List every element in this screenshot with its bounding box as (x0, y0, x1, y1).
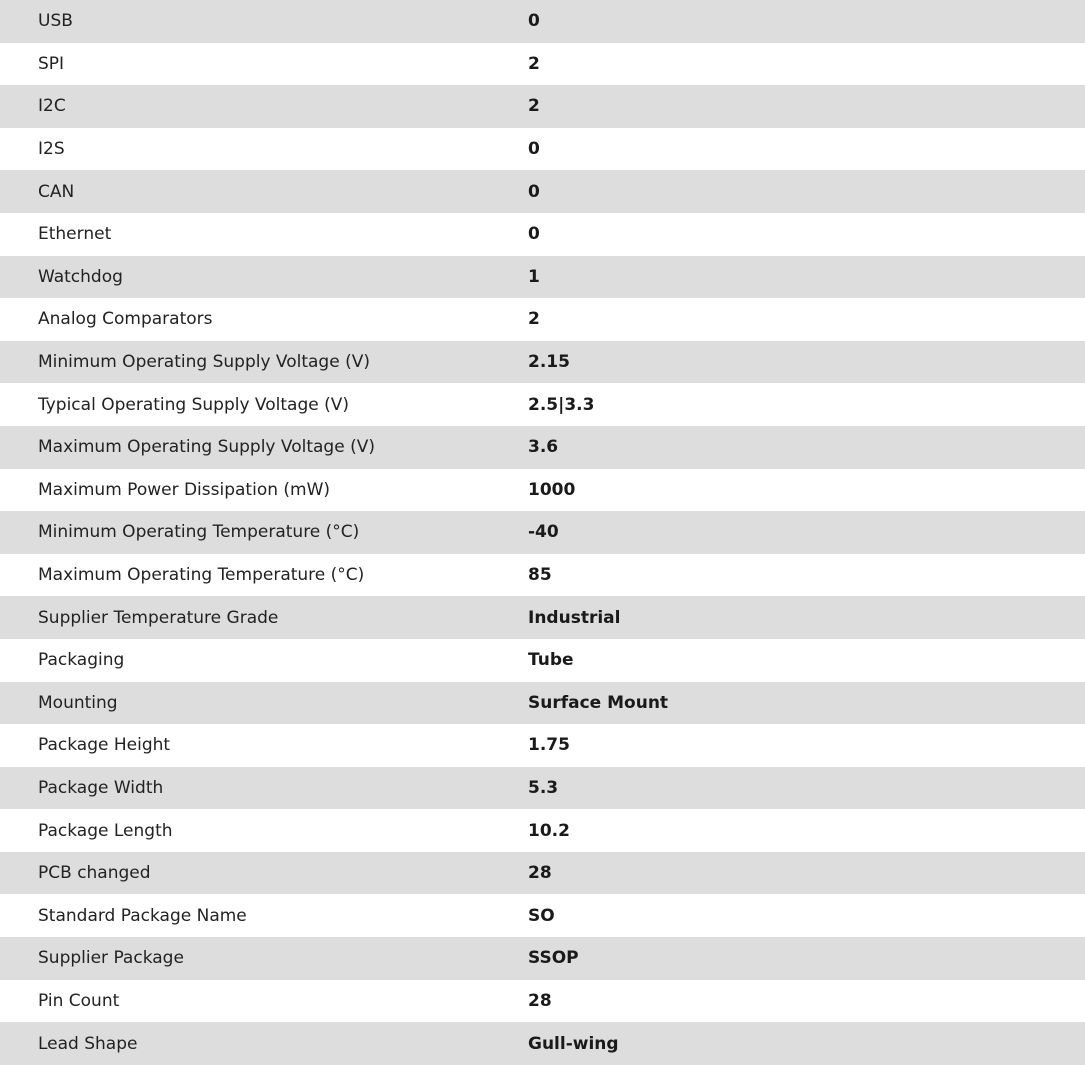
table-row (0, 639, 1085, 682)
table-row (0, 469, 1085, 512)
spec-label: Typical Operating Supply Voltage (V) (38, 394, 349, 415)
spec-label: Packaging (38, 650, 125, 671)
spec-value: 2 (528, 309, 540, 330)
spec-label: Watchdog (38, 266, 123, 287)
spec-value: 5.3 (528, 777, 559, 798)
spec-label: Standard Package Name (38, 905, 247, 926)
spec-label: Maximum Power Dissipation (mW) (38, 479, 331, 500)
table-row (0, 596, 1085, 639)
spec-value: 10.2 (528, 820, 570, 841)
spec-label: Package Height (38, 735, 171, 756)
spec-value: 0 (528, 224, 540, 245)
spec-label: Analog Comparators (38, 309, 213, 330)
table-row (0, 852, 1085, 895)
spec-label: Ethernet (38, 224, 112, 245)
table-row (0, 682, 1085, 725)
table-row (0, 511, 1085, 554)
spec-label: Mounting (38, 692, 118, 713)
spec-label: Minimum Operating Temperature (°C) (38, 522, 360, 543)
table-row (0, 426, 1085, 469)
spec-value: 1000 (528, 479, 576, 500)
spec-value: 0 (528, 181, 540, 202)
spec-value: 2 (528, 96, 540, 117)
spec-value: 1 (528, 266, 540, 287)
table-row (0, 767, 1085, 810)
spec-value: Tube (528, 650, 574, 671)
table-row (0, 1022, 1085, 1065)
spec-value: 85 (528, 565, 552, 586)
spec-label: CAN (38, 181, 75, 202)
spec-label: USB (38, 11, 73, 32)
spec-label: Pin Count (38, 990, 120, 1011)
spec-label: I2C (38, 96, 66, 117)
spec-value: 28 (528, 863, 552, 884)
table-row (0, 937, 1085, 980)
spec-value: 0 (528, 11, 540, 32)
table-row (0, 0, 1085, 43)
table-row (0, 213, 1085, 256)
spec-value: 3.6 (528, 437, 559, 458)
spec-label: Package Length (38, 820, 173, 841)
spec-value: 28 (528, 990, 552, 1011)
spec-value: 2.5|3.3 (528, 394, 595, 415)
table-row (0, 128, 1085, 171)
table-row (0, 85, 1085, 128)
table-row (0, 554, 1085, 597)
table-row (0, 980, 1085, 1023)
spec-label: Package Width (38, 777, 164, 798)
table-row (0, 43, 1085, 86)
spec-value: Surface Mount (528, 692, 669, 713)
spec-value: 0 (528, 139, 540, 160)
table-row (0, 341, 1085, 384)
spec-value: 2 (528, 53, 540, 74)
spec-label: Maximum Operating Supply Voltage (V) (38, 437, 375, 458)
table-row (0, 256, 1085, 299)
spec-label: Supplier Package (38, 948, 184, 969)
spec-value: SO (528, 905, 555, 926)
spec-value: Gull-wing (528, 1033, 619, 1054)
spec-label: Maximum Operating Temperature (°C) (38, 565, 365, 586)
spec-label: Minimum Operating Supply Voltage (V) (38, 352, 370, 373)
spec-label: PCB changed (38, 863, 151, 884)
spec-value: Industrial (528, 607, 621, 628)
spec-value: SSOP (528, 948, 579, 969)
table-row (0, 383, 1085, 426)
spec-value: 1.75 (528, 735, 570, 756)
spec-label: Supplier Temperature Grade (38, 607, 279, 628)
table-row (0, 809, 1085, 852)
spec-label: SPI (38, 53, 65, 74)
spec-label: I2S (38, 139, 65, 160)
spec-label: Lead Shape (38, 1033, 138, 1054)
spec-value: 2.15 (528, 352, 570, 373)
table-row (0, 170, 1085, 213)
table-row (0, 724, 1085, 767)
table-row (0, 298, 1085, 341)
table-row (0, 894, 1085, 937)
spec-value: -40 (528, 522, 559, 543)
